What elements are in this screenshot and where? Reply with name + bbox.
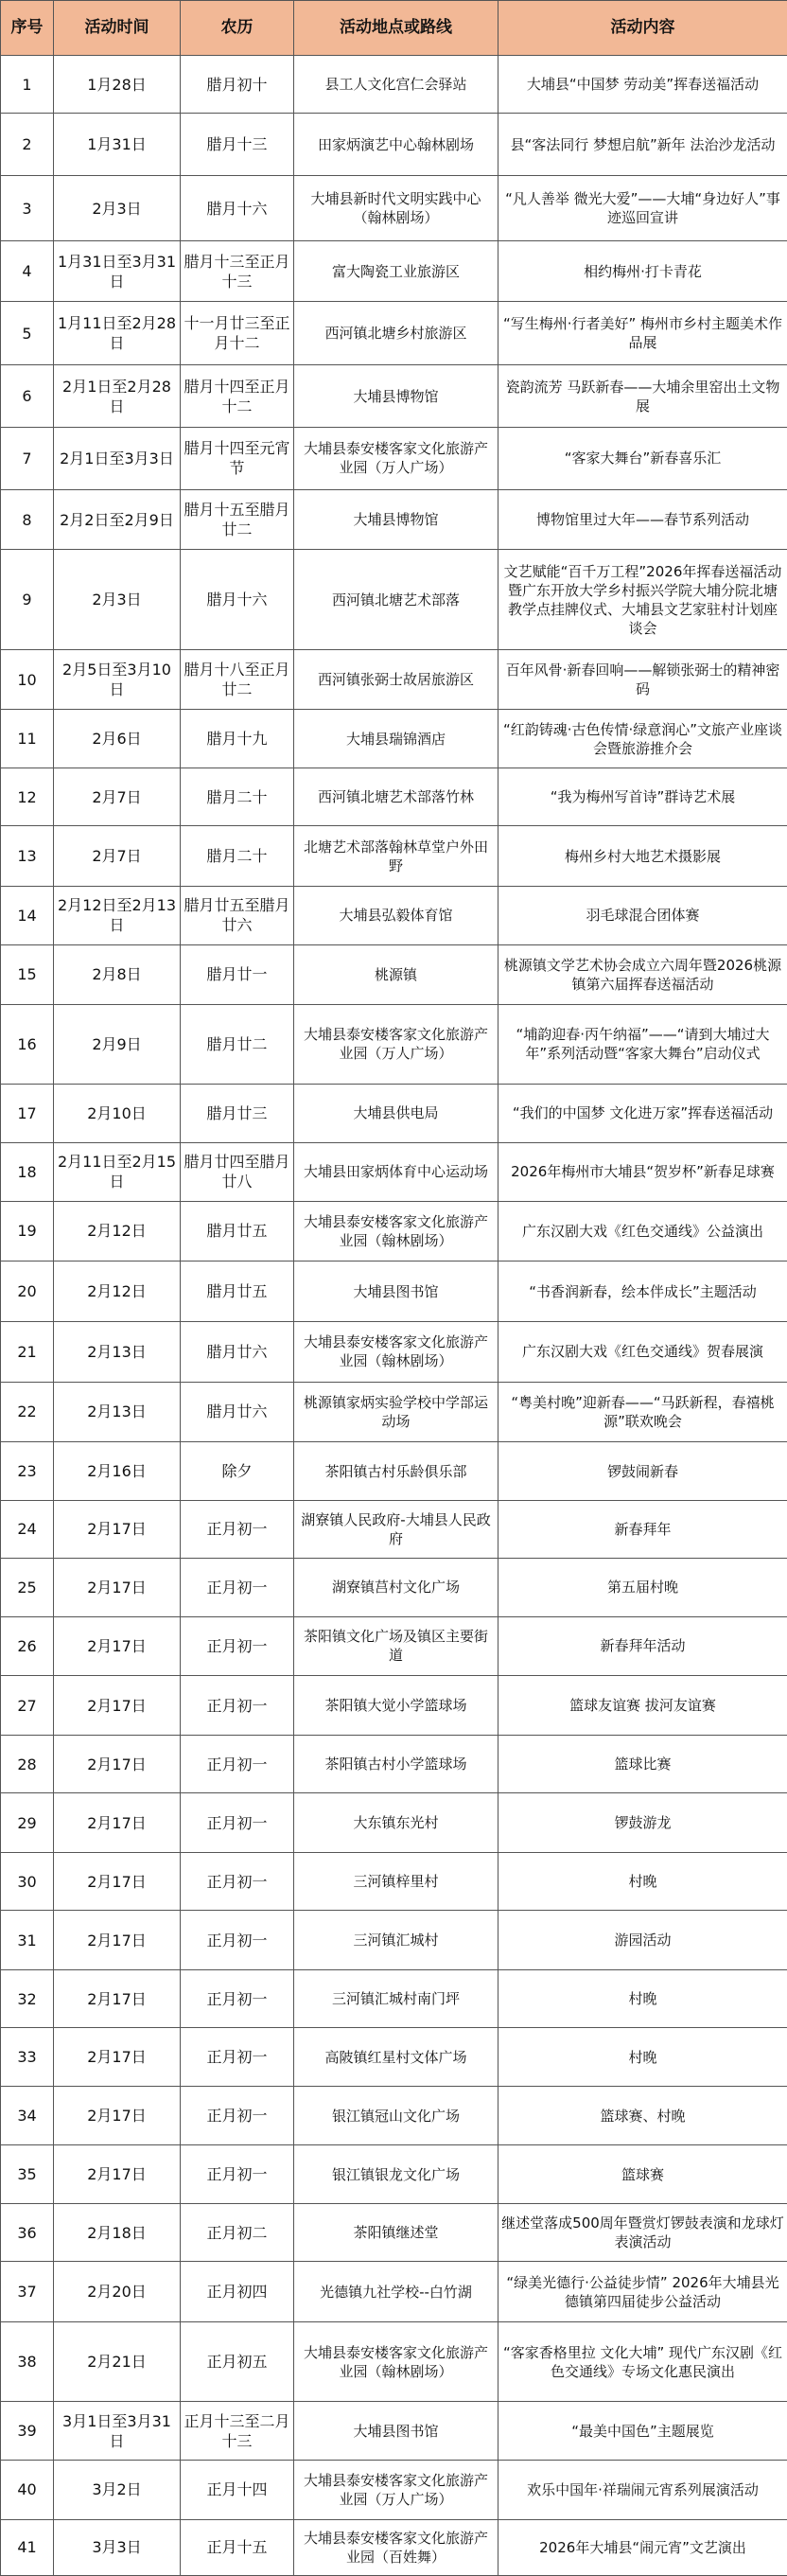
row-number: 37 — [1, 2262, 54, 2322]
table-row — [1, 1852, 787, 1910]
lunar-date: 腊月廿六 — [181, 1382, 294, 1442]
table-row — [1, 1262, 787, 1322]
activity-date: 1月31日 — [54, 114, 181, 176]
table-row — [1, 2519, 787, 2575]
lunar-date: 腊月廿五至腊月廿六 — [181, 887, 294, 944]
activity-content: 羽毛球混合团体赛 — [498, 887, 787, 944]
activity-location: 光德镇九社学校--白竹湖 — [294, 2262, 498, 2322]
lunar-date: 正月初一 — [181, 2028, 294, 2086]
activity-date: 2月17日 — [54, 1852, 181, 1910]
activity-location: 西河镇张弼士故居旅游区 — [294, 649, 498, 710]
activity-location: 县工人文化宫仁会驿站 — [294, 56, 498, 114]
row-number: 17 — [1, 1084, 54, 1143]
lunar-date: 腊月十六 — [181, 176, 294, 241]
activity-date: 2月17日 — [54, 2145, 181, 2203]
lunar-date: 腊月十三 — [181, 114, 294, 176]
row-number: 3 — [1, 176, 54, 241]
activity-location: 茶阳镇古村乐龄俱乐部 — [294, 1442, 498, 1500]
activity-location: 三河镇汇城村 — [294, 1911, 498, 1970]
activity-date: 2月1日至2月28日 — [54, 365, 181, 428]
activity-date: 2月17日 — [54, 1735, 181, 1792]
activity-content: 锣鼓游龙 — [498, 1793, 787, 1853]
row-number: 40 — [1, 2460, 54, 2519]
activity-location: 大埔县博物馆 — [294, 365, 498, 428]
activity-date: 2月17日 — [54, 1559, 181, 1616]
lunar-date: 腊月廿二 — [181, 1005, 294, 1084]
header-date: 活动时间 — [54, 1, 181, 56]
activity-content: “客家大舞台”新春喜乐汇 — [498, 427, 787, 489]
lunar-date: 腊月初十 — [181, 56, 294, 114]
row-number: 21 — [1, 1321, 54, 1382]
lunar-date: 正月十五 — [181, 2519, 294, 2575]
activity-content: “写生梅州·行者美好” 梅州市乡村主题美术作品展 — [498, 302, 787, 365]
activity-date: 3月2日 — [54, 2460, 181, 2519]
lunar-date: 腊月十五至腊月廿二 — [181, 489, 294, 550]
table-row — [1, 1676, 787, 1736]
row-number: 7 — [1, 427, 54, 489]
table-row — [1, 1793, 787, 1853]
activity-content: “我为梅州写首诗”群诗艺术展 — [498, 768, 787, 825]
activity-date: 2月9日 — [54, 1005, 181, 1084]
activity-location: 桃源镇 — [294, 944, 498, 1005]
table-row — [1, 768, 787, 825]
activity-date: 2月17日 — [54, 2086, 181, 2145]
activity-date: 2月17日 — [54, 1793, 181, 1853]
row-number: 25 — [1, 1559, 54, 1616]
activity-content: 篮球赛、村晚 — [498, 2086, 787, 2145]
table-header-row — [1, 1, 787, 56]
activity-date: 2月17日 — [54, 1911, 181, 1970]
activity-content: 新春拜年活动 — [498, 1616, 787, 1676]
activity-location: 大埔县供电局 — [294, 1084, 498, 1143]
activity-date: 2月7日 — [54, 826, 181, 887]
table-row — [1, 427, 787, 489]
activity-content: 篮球比赛 — [498, 1735, 787, 1792]
table-row — [1, 302, 787, 365]
table-row — [1, 826, 787, 887]
row-number: 10 — [1, 649, 54, 710]
table-row — [1, 114, 787, 176]
lunar-date: 腊月廿四至腊月廿八 — [181, 1143, 294, 1201]
table-row — [1, 2321, 787, 2402]
table-row — [1, 1382, 787, 1442]
activity-location: 茶阳镇继述堂 — [294, 2203, 498, 2261]
lunar-date: 腊月廿六 — [181, 1321, 294, 1382]
row-number: 31 — [1, 1911, 54, 1970]
activity-date: 2月17日 — [54, 2028, 181, 2086]
table-row — [1, 241, 787, 302]
lunar-date: 正月初二 — [181, 2203, 294, 2261]
row-number: 23 — [1, 1442, 54, 1500]
table-row — [1, 2028, 787, 2086]
table-body — [1, 56, 787, 2576]
row-number: 20 — [1, 1262, 54, 1322]
lunar-date: 正月初一 — [181, 1793, 294, 1853]
activity-content: 篮球赛 — [498, 2145, 787, 2203]
activity-content: 篮球友谊赛 拔河友谊赛 — [498, 1676, 787, 1736]
row-number: 2 — [1, 114, 54, 176]
table-row — [1, 489, 787, 550]
row-number: 39 — [1, 2402, 54, 2460]
activity-content: 村晚 — [498, 1969, 787, 2027]
lunar-date: 腊月十八至正月廿二 — [181, 649, 294, 710]
table-row — [1, 1084, 787, 1143]
activity-location: 桃源镇家炳实验学校中学部运动场 — [294, 1382, 498, 1442]
header-location: 活动地点或路线 — [294, 1, 498, 56]
activity-date: 2月7日 — [54, 768, 181, 825]
activity-location: 西河镇北塘艺术部落 — [294, 550, 498, 649]
activity-content: 相约梅州·打卡青花 — [498, 241, 787, 302]
activity-location: 西河镇北塘艺术部落竹林 — [294, 768, 498, 825]
table-row — [1, 1616, 787, 1676]
activity-content: 桃源镇文学艺术协会成立六周年暨2026桃源镇第六届挥春送福活动 — [498, 944, 787, 1005]
activity-content: 文艺赋能“百千万工程”2026年挥春送福活动暨广东开放大学乡村振兴学院大埔分院北塘教学点挂牌仪式、大埔县文艺家驻村计划座谈会 — [498, 550, 787, 649]
activity-date: 3月1日至3月31日 — [54, 2402, 181, 2460]
activity-location: 大埔县泰安楼客家文化旅游产业园（翰林剧场） — [294, 1201, 498, 1262]
lunar-date: 腊月二十 — [181, 826, 294, 887]
activity-content: 县“客法同行 梦想启航”新年 法治沙龙活动 — [498, 114, 787, 176]
table-row — [1, 2402, 787, 2460]
table-row — [1, 887, 787, 944]
lunar-date: 腊月廿一 — [181, 944, 294, 1005]
lunar-date: 腊月十四至元宵节 — [181, 427, 294, 489]
activity-date: 2月17日 — [54, 1969, 181, 2027]
row-number: 18 — [1, 1143, 54, 1201]
table-row — [1, 1735, 787, 1792]
table-row — [1, 1321, 787, 1382]
table-row — [1, 1911, 787, 1970]
activity-location: 大埔县泰安楼客家文化旅游产业园（百姓舞） — [294, 2519, 498, 2575]
lunar-date: 腊月廿五 — [181, 1262, 294, 1322]
row-number: 30 — [1, 1852, 54, 1910]
table-row — [1, 1143, 787, 1201]
table-row — [1, 2262, 787, 2322]
row-number: 38 — [1, 2321, 54, 2402]
lunar-date: 正月初一 — [181, 1500, 294, 1558]
activity-content: 2026年大埔县“闹元宵”文艺演出 — [498, 2519, 787, 2575]
activity-location: 大埔县新时代文明实践中心（翰林剧场） — [294, 176, 498, 241]
row-number: 24 — [1, 1500, 54, 1558]
lunar-date: 正月初五 — [181, 2321, 294, 2402]
activity-date: 2月8日 — [54, 944, 181, 1005]
lunar-date: 腊月十三至正月十三 — [181, 241, 294, 302]
activity-location: 三河镇汇城村南门坪 — [294, 1969, 498, 2027]
lunar-date: 腊月十六 — [181, 550, 294, 649]
activity-content: “埔韵迎春·丙午纳福”——“请到大埔过大年”系列活动暨“客家大舞台”启动仪式 — [498, 1005, 787, 1084]
activity-location: 大埔县弘毅体育馆 — [294, 887, 498, 944]
activity-date: 3月3日 — [54, 2519, 181, 2575]
activity-location: 湖寮镇莒村文化广场 — [294, 1559, 498, 1616]
table-row — [1, 365, 787, 428]
activity-content: “我们的中国梦 文化进万家”挥春送福活动 — [498, 1084, 787, 1143]
activity-location: 大埔县田家炳体育中心运动场 — [294, 1143, 498, 1201]
activity-content: “客家香格里拉 文化大埔” 现代广东汉剧《红色交通线》专场文化惠民演出 — [498, 2321, 787, 2402]
lunar-date: 腊月廿三 — [181, 1084, 294, 1143]
table-row — [1, 176, 787, 241]
table-row — [1, 1969, 787, 2027]
activity-date: 2月13日 — [54, 1321, 181, 1382]
lunar-date: 正月初一 — [181, 1852, 294, 1910]
lunar-date: 正月初一 — [181, 1735, 294, 1792]
activity-date: 2月16日 — [54, 1442, 181, 1500]
activity-content: “最美中国色”主题展览 — [498, 2402, 787, 2460]
activity-date: 2月17日 — [54, 1500, 181, 1558]
activity-date: 2月13日 — [54, 1382, 181, 1442]
activity-content: 锣鼓闹新春 — [498, 1442, 787, 1500]
activity-content: “凡人善举 微光大爱”——大埔“身边好人”事迹巡回宣讲 — [498, 176, 787, 241]
activity-location: 田家炳演艺中心翰林剧场 — [294, 114, 498, 176]
row-number: 32 — [1, 1969, 54, 2027]
row-number: 12 — [1, 768, 54, 825]
activity-date: 2月17日 — [54, 1616, 181, 1676]
activity-location: 三河镇梓里村 — [294, 1852, 498, 1910]
lunar-date: 十一月廿三至正月十二 — [181, 302, 294, 365]
activity-location: 富大陶瓷工业旅游区 — [294, 241, 498, 302]
row-number: 11 — [1, 710, 54, 768]
activity-content: “红韵铸魂·古色传情·绿意润心”文旅产业座谈会暨旅游推介会 — [498, 710, 787, 768]
table-row — [1, 1201, 787, 1262]
activity-date: 1月28日 — [54, 56, 181, 114]
header-content: 活动内容 — [498, 1, 787, 56]
activity-content: 欢乐中国年·祥瑞闹元宵系列展演活动 — [498, 2460, 787, 2519]
table-row — [1, 2145, 787, 2203]
activity-content: 第五届村晚 — [498, 1559, 787, 1616]
lunar-date: 腊月廿五 — [181, 1201, 294, 1262]
activity-date: 2月21日 — [54, 2321, 181, 2402]
activity-location: 高陂镇红星村文体广场 — [294, 2028, 498, 2086]
activity-location: 大埔县图书馆 — [294, 1262, 498, 1322]
activity-date: 2月1日至3月3日 — [54, 427, 181, 489]
row-number: 34 — [1, 2086, 54, 2145]
activity-location: 大埔县泰安楼客家文化旅游产业园（万人广场） — [294, 2460, 498, 2519]
activity-location: 大埔县图书馆 — [294, 2402, 498, 2460]
lunar-date: 正月十四 — [181, 2460, 294, 2519]
table-row — [1, 1005, 787, 1084]
activity-date: 2月5日至3月10日 — [54, 649, 181, 710]
row-number: 1 — [1, 56, 54, 114]
lunar-date: 正月初一 — [181, 1969, 294, 2027]
lunar-date: 正月初四 — [181, 2262, 294, 2322]
table-row — [1, 56, 787, 114]
row-number: 41 — [1, 2519, 54, 2575]
activity-content: 村晚 — [498, 1852, 787, 1910]
activity-content: 瓷韵流芳 马跃新春——大埔余里窑出土文物展 — [498, 365, 787, 428]
lunar-date: 腊月二十 — [181, 768, 294, 825]
table-row — [1, 2460, 787, 2519]
row-number: 22 — [1, 1382, 54, 1442]
lunar-date: 正月初一 — [181, 1676, 294, 1736]
activity-content: 大埔县“中国梦 劳动美”挥春送福活动 — [498, 56, 787, 114]
activity-content: 2026年梅州市大埔县“贺岁杯”新春足球赛 — [498, 1143, 787, 1201]
activity-location: 银江镇冠山文化广场 — [294, 2086, 498, 2145]
row-number: 16 — [1, 1005, 54, 1084]
activity-content: “绿美光德行·公益徒步情” 2026年大埔县光德镇第四届徒步公益活动 — [498, 2262, 787, 2322]
activity-location: 大埔县泰安楼客家文化旅游产业园（万人广场） — [294, 427, 498, 489]
activity-location: 大埔县瑞锦酒店 — [294, 710, 498, 768]
row-number: 26 — [1, 1616, 54, 1676]
activity-date: 2月11日至2月15日 — [54, 1143, 181, 1201]
activity-date: 2月2日至2月9日 — [54, 489, 181, 550]
activity-date: 2月10日 — [54, 1084, 181, 1143]
table-row — [1, 2086, 787, 2145]
activity-content: 新春拜年 — [498, 1500, 787, 1558]
activity-content: 博物馆里过大年——春节系列活动 — [498, 489, 787, 550]
activity-location: 大埔县泰安楼客家文化旅游产业园（万人广场） — [294, 1005, 498, 1084]
row-number: 27 — [1, 1676, 54, 1736]
activity-content: 继述堂落成500周年暨赏灯锣鼓表演和龙球灯表演活动 — [498, 2203, 787, 2261]
activity-location: 湖寮镇人民政府-大埔县人民政府 — [294, 1500, 498, 1558]
activity-content: “书香润新春，绘本伴成长”主题活动 — [498, 1262, 787, 1322]
activity-content: 村晚 — [498, 2028, 787, 2086]
activity-location: 北塘艺术部落翰林草堂户外田野 — [294, 826, 498, 887]
activity-date: 2月3日 — [54, 176, 181, 241]
activity-date: 2月12日 — [54, 1262, 181, 1322]
activity-date: 2月20日 — [54, 2262, 181, 2322]
row-number: 29 — [1, 1793, 54, 1853]
row-number: 4 — [1, 241, 54, 302]
row-number: 28 — [1, 1735, 54, 1792]
activity-content: 广东汉剧大戏《红色交通线》贺春展演 — [498, 1321, 787, 1382]
activity-date: 2月12日 — [54, 1201, 181, 1262]
activity-location: 大埔县泰安楼客家文化旅游产业园（翰林剧场） — [294, 1321, 498, 1382]
activity-location: 西河镇北塘乡村旅游区 — [294, 302, 498, 365]
activity-location: 茶阳镇大觉小学篮球场 — [294, 1676, 498, 1736]
table-row — [1, 1500, 787, 1558]
activity-date: 1月31日至3月31日 — [54, 241, 181, 302]
activity-date: 2月6日 — [54, 710, 181, 768]
row-number: 5 — [1, 302, 54, 365]
row-number: 15 — [1, 944, 54, 1005]
activity-date: 1月11日至2月28日 — [54, 302, 181, 365]
activity-date: 2月3日 — [54, 550, 181, 649]
row-number: 9 — [1, 550, 54, 649]
lunar-date: 正月初一 — [181, 1559, 294, 1616]
table-row — [1, 1442, 787, 1500]
header-no: 序号 — [1, 1, 54, 56]
activity-content: 广东汉剧大戏《红色交通线》公益演出 — [498, 1201, 787, 1262]
activity-location: 大埔县泰安楼客家文化旅游产业园（翰林剧场） — [294, 2321, 498, 2402]
lunar-date: 正月十三至二月十三 — [181, 2402, 294, 2460]
row-number: 8 — [1, 489, 54, 550]
activity-content: 梅州乡村大地艺术摄影展 — [498, 826, 787, 887]
row-number: 36 — [1, 2203, 54, 2261]
row-number: 6 — [1, 365, 54, 428]
activity-location: 银江镇银龙文化广场 — [294, 2145, 498, 2203]
row-number: 14 — [1, 887, 54, 944]
table-row — [1, 2203, 787, 2261]
activity-location: 大东镇东光村 — [294, 1793, 498, 1853]
lunar-date: 除夕 — [181, 1442, 294, 1500]
row-number: 33 — [1, 2028, 54, 2086]
table-row — [1, 944, 787, 1005]
lunar-date: 正月初一 — [181, 2086, 294, 2145]
table-row — [1, 649, 787, 710]
lunar-date: 腊月十九 — [181, 710, 294, 768]
activity-content: 游园活动 — [498, 1911, 787, 1970]
row-number: 19 — [1, 1201, 54, 1262]
table-row — [1, 550, 787, 649]
lunar-date: 正月初一 — [181, 1616, 294, 1676]
activity-date: 2月12日至2月13日 — [54, 887, 181, 944]
activity-content: 百年风骨·新春回响——解锁张弼士的精神密码 — [498, 649, 787, 710]
row-number: 35 — [1, 2145, 54, 2203]
activity-location: 茶阳镇文化广场及镇区主要街道 — [294, 1616, 498, 1676]
activity-location: 茶阳镇古村小学篮球场 — [294, 1735, 498, 1792]
activity-date: 2月18日 — [54, 2203, 181, 2261]
activity-location: 大埔县博物馆 — [294, 489, 498, 550]
lunar-date: 正月初一 — [181, 1911, 294, 1970]
table-row — [1, 710, 787, 768]
row-number: 13 — [1, 826, 54, 887]
header-lunar: 农历 — [181, 1, 294, 56]
lunar-date: 腊月十四至正月十二 — [181, 365, 294, 428]
table-row — [1, 1559, 787, 1616]
activity-date: 2月17日 — [54, 1676, 181, 1736]
lunar-date: 正月初一 — [181, 2145, 294, 2203]
activity-content: “粤美村晚”迎新春——“马跃新程，春禧桃源”联欢晚会 — [498, 1382, 787, 1442]
